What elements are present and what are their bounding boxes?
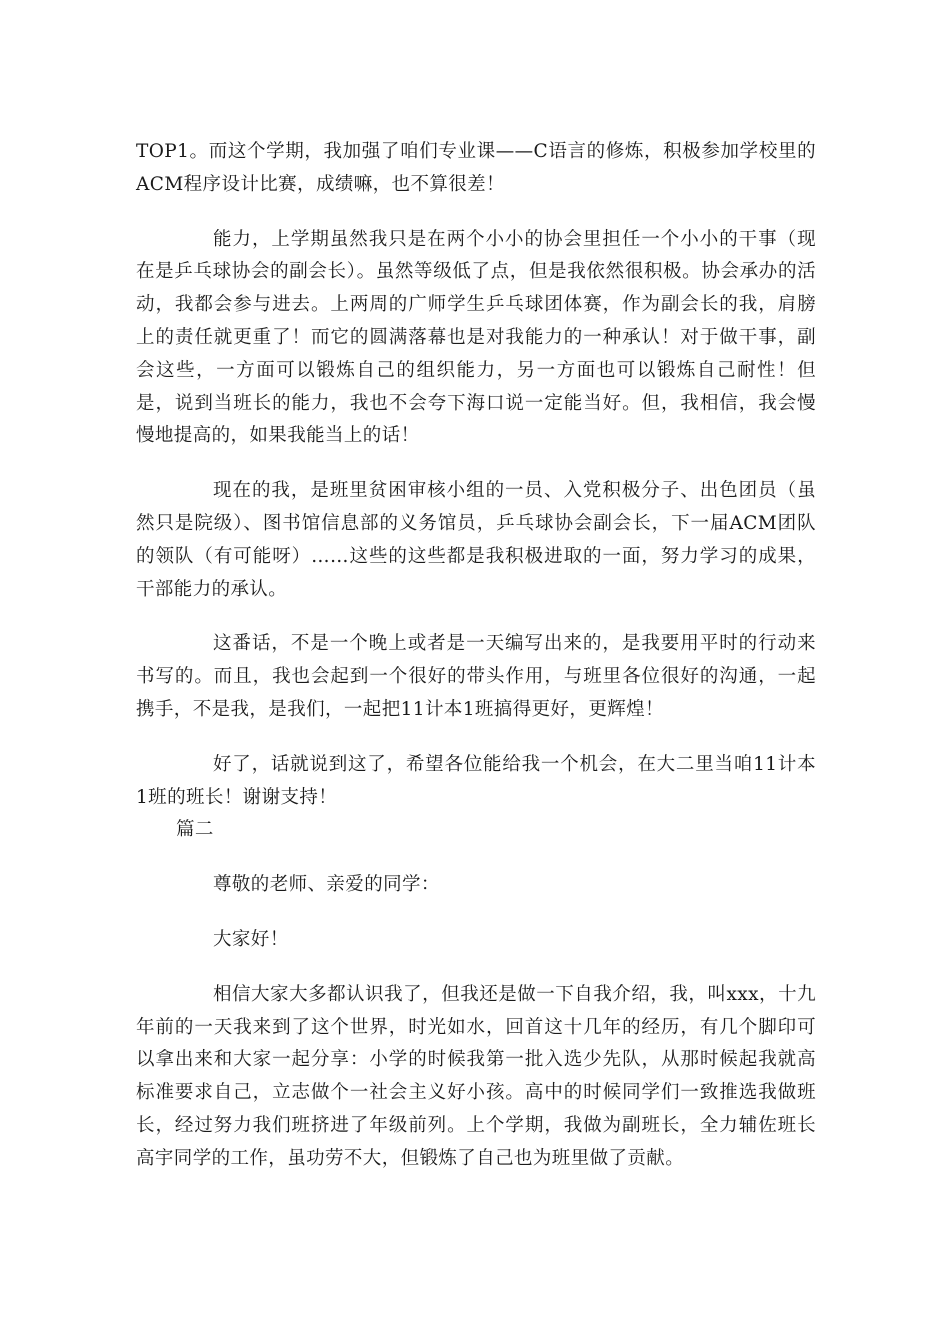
paragraph: 这番话，不是一个晚上或者是一天编写出来的，是我要用平时的行动来书写的。而且，我也会起到一个很好的带头作用，与班里各位很好的沟通，一起携手，不是我，是我们，一起把11计本1班搞得更好，更辉煌！ (136, 633, 816, 720)
paragraph: TOP1。而这个学期，我加强了咱们专业课——C语言的修炼，积极参加学校里的ACM程序设计比赛，成绩嘛，也不算很差！ (136, 141, 816, 195)
document-page (136, 136, 816, 1176)
paragraph: 相信大家大多都认识我了，但我还是做一下自我介绍，我，叫xxx，十九年前的一天我来到了这个世界，时光如水，回首这十几年的经历，有几个脚印可以拿出来和大家一起分享：小学的时候我第一批入选少先队，从那时候起我就高标准要求自己，立志做个一社会主义好小孩。高中的时候同学们一致推选我做班长，经过努力我们班挤进了年级前列。上个学期，我做为副班长，全力辅佐班长高宇同学的工作，虽功劳不大，但锻炼了自己也为班里做了贡献。 (136, 983, 816, 1169)
salutation: 尊敬的老师、亲爱的同学： (213, 874, 440, 896)
section-heading: 篇二 (176, 819, 214, 841)
greeting: 大家好！ (213, 928, 289, 950)
paragraph: 好了，话就说到这了，希望各位能给我一个机会，在大二里当咱11计本1班的班长！谢谢支持！ (136, 753, 816, 808)
paragraph: 现在的我，是班里贫困审核小组的一员、入党积极分子、出色团员（虽然只是院级）、图书馆信息部的义务馆员，乒乓球协会副会长，下一届ACM团队的领队（有可能呀）……这些的这些都是我积极进取的一面，努力学习的成果，干部能力的承认。 (136, 480, 816, 600)
paragraph: 能力，上学期虽然我只是在两个小小的协会里担任一个小小的干事（现在是乒乓球协会的副会长）。虽然等级低了点，但是我依然很积极。协会承办的活动，我都会参与进去。上两周的广师学生乒乓球团体赛，作为副会长的我，肩膀上的责任就更重了！而它的圆满落幕也是对我能力的一种承认！对于做干事，副会这些，一方面可以锻炼自己的组织能力，另一方面也可以锻炼自己耐性！但是，说到当班长的能力，我也不会夸下海口说一定能当好。但，我相信，我会慢慢地提高的，如果我能当上的话！ (136, 228, 816, 447)
